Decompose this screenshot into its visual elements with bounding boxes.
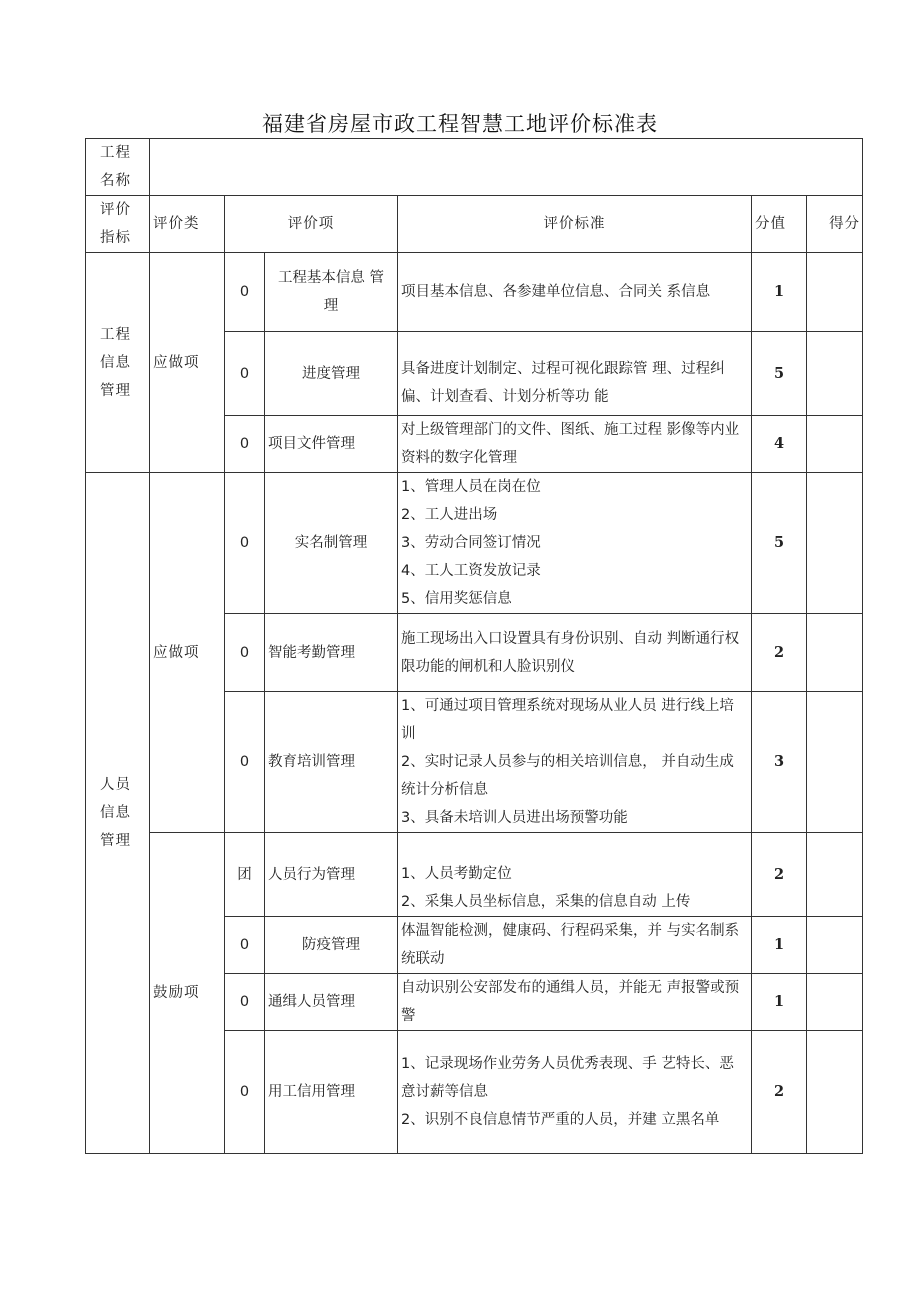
criteria-cell [398,416,752,473]
table-row [86,833,863,917]
criteria-cell [398,1031,752,1154]
score-cell[interactable] [807,974,863,1031]
evaluation-table [85,138,863,1154]
points-cell: 2 [752,833,807,917]
score-cell[interactable] [807,332,863,416]
row-mark: 0 [225,332,265,416]
criteria-line: 自动识别公安部发布的通缉人员，并能无 声报警或预警 [401,980,740,1024]
header-points: 分值 [752,196,807,253]
project-name-value[interactable] [150,139,863,196]
category-cell: 鼓励项 [150,833,225,1154]
score-cell[interactable] [807,1031,863,1154]
row-mark: 团 [225,833,265,917]
criteria-line: 2、实时记录人员参与的相关培训信息， 并自动生成统计分析信息 [401,754,734,798]
criteria-line: 4、工人工资发放记录 [401,563,541,579]
points-cell: 2 [752,614,807,692]
score-cell[interactable] [807,692,863,833]
row-mark: 0 [225,1031,265,1154]
header-score: 得分 [807,196,863,253]
table-row [86,473,863,614]
header-category: 评价类 [150,196,225,253]
indicator-cell: 人员信息管理 [86,473,150,1154]
criteria-line: 2、采集人员坐标信息，采集的信息自动 上传 [401,893,691,910]
criteria-line: 1、管理人员在岗在位 [401,479,541,495]
row-mark: 0 [225,692,265,833]
criteria-cell [398,692,752,833]
criteria-line: 1、记录现场作业劳务人员优秀表现、手 艺特长、恶意讨薪等信息 [401,1056,734,1100]
item-cell: 智能考勤管理 [265,614,398,692]
item-cell: 教育培训管理 [265,692,398,833]
criteria-line: 3、劳动合同签订情况 [401,535,541,551]
header-criteria: 评价标准 [398,196,752,253]
criteria-cell [398,332,752,416]
criteria-line: 5、信用奖惩信息 [401,591,512,607]
criteria-cell [398,833,752,917]
project-name-label: 工程名称 [86,139,150,196]
row-mark: 0 [225,416,265,473]
criteria-cell [398,614,752,692]
row-mark: 0 [225,917,265,974]
criteria-line: 1、可通过项目管理系统对现场从业人员 进行线上培训 [401,698,734,742]
criteria-line: 体温智能检测，健康码、行程码采集，并 与实名制系统联动 [401,923,740,967]
points-cell: 5 [752,473,807,614]
row-mark: 0 [225,974,265,1031]
item-cell: 通缉人员管理 [265,974,398,1031]
item-cell: 工程基本信息 管理 [265,253,398,332]
criteria-line: 对上级管理部门的文件、图纸、施工过程 影像等内业资料的数字化管理 [401,422,740,466]
item-cell: 用工信用管理 [265,1031,398,1154]
category-cell: 应做项 [150,253,225,473]
criteria-line: 2、识别不良信息情节严重的人员，并建 立黑名单 [401,1112,720,1128]
score-cell[interactable] [807,253,863,332]
item-cell: 实名制管理 [265,473,398,614]
criteria-line: 2、工人进出场 [401,507,498,523]
points-cell: 5 [752,332,807,416]
score-cell[interactable] [807,473,863,614]
criteria-line: 具备进度计划制定、过程可视化跟踪管 理、过程纠偏、计划查看、计划分析等功 能 [401,360,725,405]
category-cell: 应做项 [150,473,225,833]
points-cell: 1 [752,974,807,1031]
page-title: 福建省房屋市政工程智慧工地评价标准表 [262,112,658,136]
header-item: 评价项 [225,196,398,253]
project-name-row [86,139,863,196]
score-cell[interactable] [807,416,863,473]
points-cell: 2 [752,1031,807,1154]
header-indicator: 评价指标 [86,196,150,253]
row-mark: 0 [225,614,265,692]
header-row [86,196,863,253]
criteria-cell [398,253,752,332]
criteria-cell [398,473,752,614]
item-cell: 防疫管理 [265,917,398,974]
item-cell: 进度管理 [265,332,398,416]
points-cell: 3 [752,692,807,833]
criteria-cell [398,974,752,1031]
item-cell: 人员行为管理 [265,833,398,917]
row-mark: 0 [225,473,265,614]
score-cell[interactable] [807,614,863,692]
criteria-cell [398,917,752,974]
points-cell: 4 [752,416,807,473]
points-cell: 1 [752,917,807,974]
criteria-line: 施工现场出入口设置具有身份识别、自动 判断通行权限功能的闸机和人脸识别仪 [401,630,740,675]
criteria-line: 1、人员考勤定位 [401,865,512,882]
score-cell[interactable] [807,833,863,917]
score-cell[interactable] [807,917,863,974]
criteria-line: 3、具备未培训人员进出场预警功能 [401,810,628,826]
indicator-cell: 工程信息管理 [86,253,150,473]
item-cell: 项目文件管理 [265,416,398,473]
criteria-line: 项目基本信息、各参建单位信息、合同关 系信息 [401,284,711,300]
table-row [86,253,863,332]
row-mark: 0 [225,253,265,332]
points-cell: 1 [752,253,807,332]
